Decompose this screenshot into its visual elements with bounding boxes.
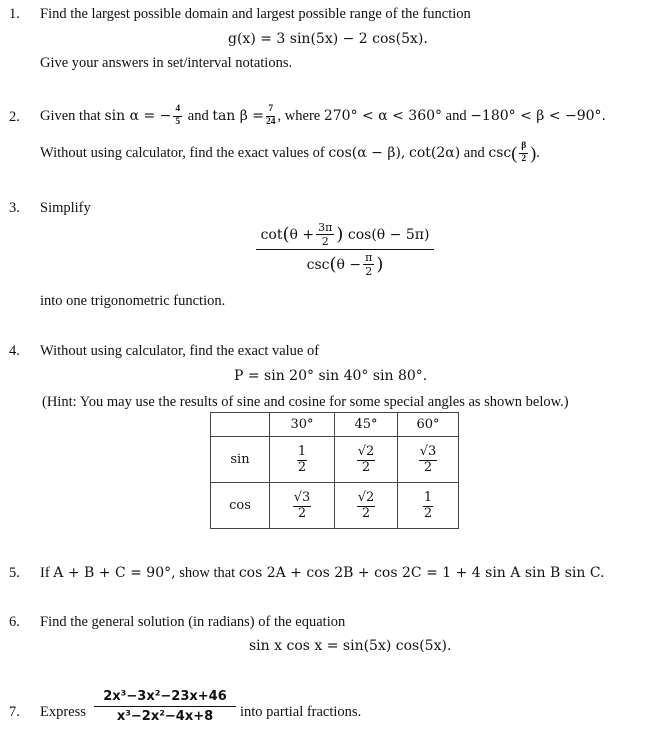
q2-tan-den: 24	[266, 116, 276, 127]
row-label-cos: cos	[211, 483, 270, 529]
sin-45-den: 2	[361, 459, 371, 475]
header-30: 30°	[270, 413, 335, 437]
q3-footer: into one trigonometric function.	[40, 293, 226, 309]
q2-tan-fraction	[266, 105, 276, 127]
cos-45-num: √2	[357, 490, 375, 506]
q2-where: , where	[277, 107, 321, 124]
sin-60-num: √3	[419, 444, 437, 460]
q3-fraction	[256, 222, 434, 277]
q2-beta-fraction	[519, 142, 528, 164]
q2-tan-num: 7	[266, 105, 275, 117]
q2-close-paren: )	[530, 142, 537, 163]
cos-60-cell	[398, 483, 459, 529]
table-corner	[211, 413, 270, 437]
q6-intro: Find the general solution (in radians) of the equation	[40, 614, 346, 630]
q2-two: 2	[521, 153, 527, 164]
header-60: 60°	[398, 413, 459, 437]
q5-cond: A + B + C = 90°,	[53, 565, 176, 581]
sin-45-num: √2	[357, 444, 375, 460]
cos-60-num: 1	[423, 490, 433, 506]
q3-two-a: 2	[321, 235, 329, 248]
q2-line2-prefix: Without using calculator, find the exact values of	[40, 144, 325, 161]
q4-intro: Without using calculator, find the exact value of	[40, 343, 320, 359]
q1-formula: g(x) = 3 sin(5x) − 2 cos(5x).	[228, 31, 428, 47]
q2-sin-alpha: sin α = −	[104, 108, 172, 124]
q5-line	[40, 565, 605, 582]
q3-three-pi-fraction	[316, 222, 334, 247]
q2-and: and	[187, 107, 209, 124]
q4-formula: P = sin 20° sin 40° sin 80°.	[234, 368, 428, 384]
q3-numerator	[256, 222, 434, 250]
cos-30-den: 2	[297, 505, 307, 521]
cos-30-num: √3	[293, 490, 311, 506]
q2-period: .	[536, 144, 540, 161]
q3-theta-plus: θ +	[289, 226, 315, 243]
q6-number: 6.	[9, 614, 20, 630]
q7-suffix: into partial fractions.	[240, 704, 362, 720]
cos-45-den: 2	[361, 505, 371, 521]
q2-exp2: cot(2α)	[408, 145, 461, 161]
q3-csc: csc	[306, 256, 330, 273]
sin-45-cell	[335, 437, 398, 483]
q4-hint: (Hint: You may use the results of sine and cosine for some special angles as shown below.)	[42, 394, 569, 410]
q2-sin-fraction	[173, 105, 182, 127]
q5-show: show that	[179, 565, 236, 581]
q3-title: Simplify	[40, 200, 91, 216]
q2-tan-beta: tan β =	[212, 108, 265, 124]
q3-three-pi: 3π	[318, 221, 333, 234]
q5-number: 5.	[9, 565, 20, 581]
q3-close-paren-2: )	[376, 254, 384, 275]
cos-60-den: 2	[423, 505, 433, 521]
q3-theta-minus: θ −	[336, 256, 362, 273]
q2-number: 2.	[9, 109, 20, 125]
q3-open-paren-2: (	[329, 254, 337, 275]
q7-express: Express	[40, 704, 86, 720]
row-label-sin: sin	[211, 437, 270, 483]
q3-close-paren: )	[336, 224, 344, 245]
q3-pi: π	[365, 251, 373, 264]
q5-if: If	[40, 565, 50, 581]
q3-number: 3.	[9, 200, 20, 216]
q3-cot: cot	[260, 226, 283, 243]
header-45: 45°	[335, 413, 398, 437]
q2-sin-num: 4	[173, 105, 182, 117]
q2-line2	[40, 138, 540, 168]
q2-csc: csc	[488, 145, 512, 161]
q2-open-paren: (	[511, 142, 518, 163]
q1-intro: Find the largest possible domain and largest possible range of the function	[40, 6, 471, 22]
sin-30-den: 2	[297, 459, 307, 475]
sin-30-cell	[270, 437, 335, 483]
q3-open-paren: (	[282, 224, 290, 245]
q2-cond-beta: −180° < β < −90°.	[470, 108, 607, 124]
q2-cond-alpha: 270° < α < 360°	[323, 108, 443, 124]
q3-denominator	[307, 250, 384, 277]
q3-two-b: 2	[365, 265, 373, 278]
q2-line1	[40, 101, 606, 131]
q4-number: 4.	[9, 343, 20, 359]
q6-formula: sin x cos x = sin(5x) cos(5x).	[249, 638, 452, 654]
sin-60-cell	[398, 437, 459, 483]
q5-identity: cos 2A + cos 2B + cos 2C = 1 + 4 sin A sin B sin C.	[238, 565, 605, 581]
q1-number: 1.	[9, 6, 20, 22]
cos-30-cell	[270, 483, 335, 529]
q7-numerator: 2x³−3x²−23x+46	[94, 689, 236, 707]
q2-exp1: cos(α − β),	[328, 145, 406, 161]
sin-60-den: 2	[423, 459, 433, 475]
q2-sin-den: 5	[175, 116, 181, 127]
cos-45-cell	[335, 483, 398, 529]
special-angles-table	[210, 412, 459, 529]
q7-fraction	[94, 689, 236, 724]
q1-note: Give your answers in set/interval notations.	[40, 55, 293, 71]
q7-denominator: x³−2x²−4x+8	[116, 709, 214, 724]
q3-pi-fraction	[363, 252, 374, 277]
sin-30-num: 1	[297, 444, 307, 460]
q2-given: Given that	[40, 107, 101, 124]
q2-and3: and	[463, 144, 485, 161]
q3-cos-term: cos(θ − 5π)	[347, 226, 430, 243]
q7-number: 7.	[9, 704, 20, 720]
q2-and2: and	[445, 107, 467, 124]
q2-beta: β	[519, 142, 528, 154]
